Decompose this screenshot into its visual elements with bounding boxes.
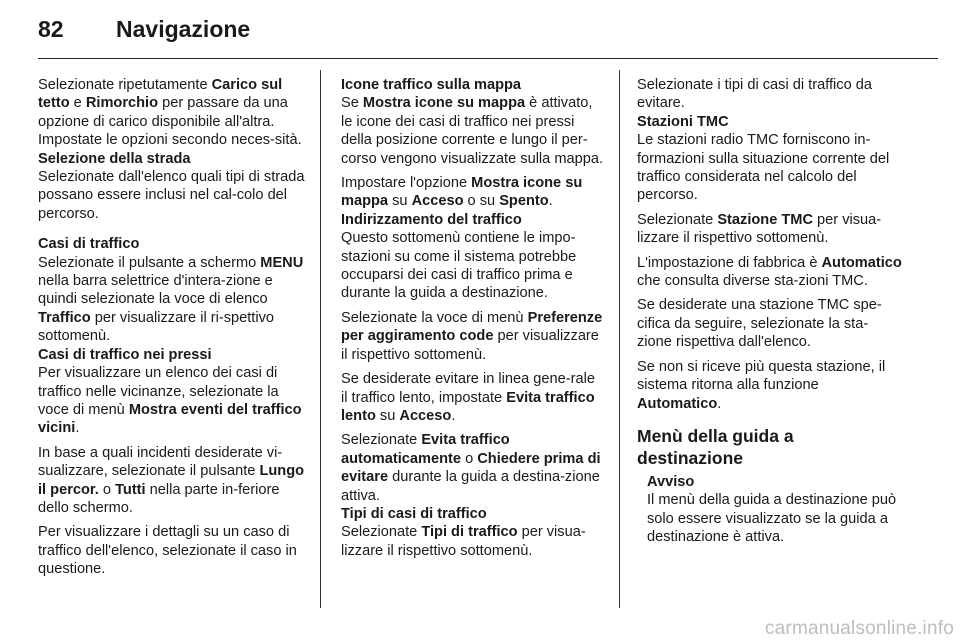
column-1	[38, 76, 306, 585]
section-heading: Selezione della strada	[38, 150, 191, 167]
note-avviso: Avviso Il menù della guida a destinazione può solo essere visualizzato se la guida a destinazione è attiva.	[637, 473, 902, 547]
section-heading: Casi di traffico	[38, 236, 140, 253]
paragraph-evita-auto: Selezionate Evita traffico automaticamente o Chiedere prima di evitare durante la guida a destina-zione attiva.	[341, 432, 601, 504]
paragraph-stazioni-tmc: Stazioni TMC Le stazioni radio TMC forniscono in-formazioni sulla situazione corrente del traffico considerata nel calcolo del percorso.	[637, 113, 902, 205]
paragraph-indirizzamento: Indirizzamento del traffico Questo sottomenù contiene le impo-stazioni su come il sistema potrebbe occuparsi dei casi di traffico prima e durante la guida a destinazione.	[341, 211, 604, 303]
section-title-guida: Menù della guida a destinazione	[637, 425, 794, 468]
column-divider-2	[619, 70, 620, 608]
paragraph-stazione-specifica: Se desiderate una stazione TMC spe-cifica da seguire, selezionate la sta-zione rispettiva dall'elenco.	[637, 297, 882, 351]
paragraph-stazione-tmc: Selezionate Stazione TMC per visua-lizzare il rispettivo sottomenù.	[637, 211, 882, 247]
paragraph-selezione-strada: Selezione della strada Selezionate dall'elenco quali tipi di strada possano essere inclusi nel cal-colo del percorso.	[38, 150, 305, 222]
paragraph-preferenze: Selezionate la voce di menù Preferenze per aggiramento code per visualizzare il rispettivo sottomenù.	[341, 309, 603, 363]
page-title: Navigazione	[116, 16, 251, 42]
paragraph-tipi-casi: Tipi di casi di traffico Selezionate Tipi di traffico per visua-lizzare il rispettivo sottomenù.	[341, 505, 604, 560]
paragraph-dettagli: Per visualizzare i dettagli su un caso di traffico dell'elenco, selezionate il caso in questione.	[38, 524, 297, 578]
paragraph-traffico-lento: Se desiderate evitare in linea gene-rale il traffico lento, impostate Evita traffico lento su Acceso.	[341, 371, 595, 424]
paragraph-incidenti: In base a quali incidenti desiderate vi-sualizzare, selezionate il pulsante Lungo il percor. o Tutti nella parte in-feriore dello schermo.	[38, 444, 305, 516]
paragraph-opzione-icone: Impostare l'opzione Mostra icone su mappa su Acceso o su Spento.	[341, 175, 583, 210]
section-heading: Tipi di casi di traffico	[341, 505, 487, 522]
column-divider-1	[320, 70, 321, 608]
paragraph-ritorna-automatico: Se non si riceve più questa stazione, il sistema ritorna alla funzione Automatico.	[637, 358, 886, 412]
note-heading: Avviso	[647, 473, 695, 490]
header-rule	[38, 58, 938, 59]
paragraph-impostazione-fabbrica: L'impostazione di fabbrica è Automatico che consulta diverse sta-zioni TMC.	[637, 254, 902, 290]
column-2	[341, 76, 604, 566]
watermark: carmanualsonline.info	[764, 618, 954, 639]
paragraph-casi-traffico: Casi di traffico Selezionate il pulsante a schermo MENU nella barra selettrice d'intera-zione e quindi selezionate la voce di elenco Traffico per visualizzare il ri-spettivo sottomenù.	[38, 235, 306, 345]
paragraph-tipi-evitare: Selezionate i tipi di casi di traffico da evitare.	[637, 77, 872, 112]
section-heading: Icone traffico sulla mappa	[341, 77, 522, 93]
paragraph-casi-nei-pressi: Casi di traffico nei pressi Per visualizzare un elenco dei casi di traffico nelle vicinanze, selezionate la voce di menù Mostra eventi del traffico vicini.	[38, 346, 306, 438]
section-heading: Indirizzamento del traffico	[341, 211, 522, 228]
section-heading: Stazioni TMC	[637, 113, 729, 130]
page-number: 82	[38, 16, 64, 42]
column-3	[637, 76, 902, 553]
section-heading: Casi di traffico nei pressi	[38, 346, 212, 363]
paragraph-carico: Selezionate ripetutamente Carico sul tetto e Rimorchio per passare da una opzione di carico disponibile all'altra. Impostate le opzioni secondo neces-sità.	[38, 77, 302, 149]
paragraph-icone-mappa: Icone traffico sulla mappa Se Mostra icone su mappa è attivato, le icone dei casi di traffico nei pressi della posizione corrente e lungo il per-corso vengono visualizzate sulla mappa.	[341, 77, 604, 167]
